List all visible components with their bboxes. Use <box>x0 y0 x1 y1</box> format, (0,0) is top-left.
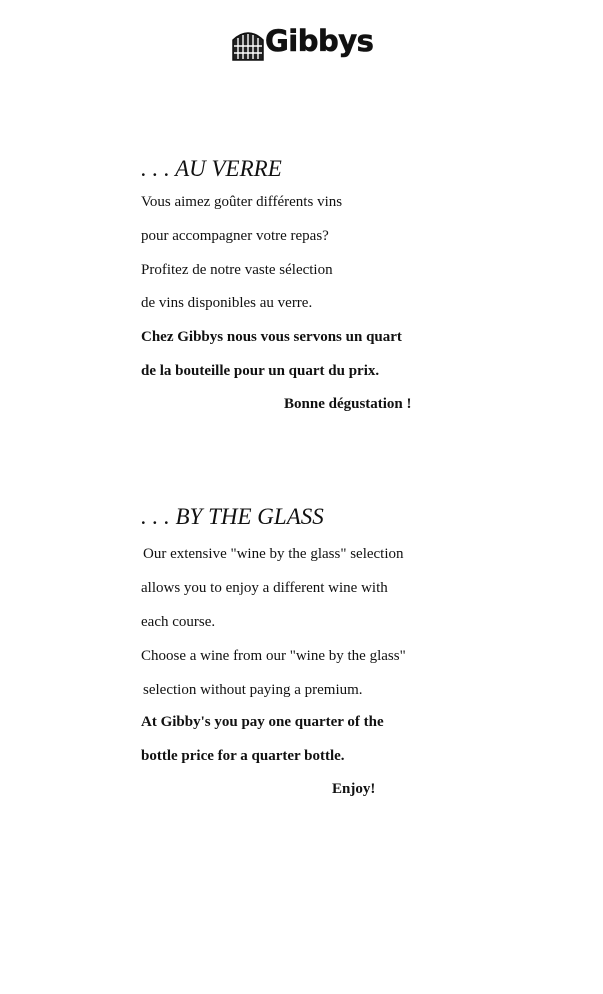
text-line-bold: Chez Gibbys nous vous servons un quart <box>141 329 402 345</box>
section-heading-au-verre: . . . AU VERRE <box>141 156 282 181</box>
section-heading-by-the-glass: . . . BY THE GLASS <box>141 504 324 529</box>
text-line: each course. <box>141 614 216 630</box>
text-line-bold: bottle price for a quarter bottle. <box>141 748 345 764</box>
text-line-bold: de la bouteille pour un quart du prix. <box>141 363 380 379</box>
text-line: de vins disponibles au verre. <box>141 295 313 311</box>
text-line: Vous aimez goûter différents vins <box>141 194 343 210</box>
text-line: allows you to enjoy a different wine with <box>141 580 388 596</box>
gate-icon <box>231 26 265 62</box>
text-line: Choose a wine from our "wine by the glass" <box>141 648 406 664</box>
text-line: Our extensive "wine by the glass" selection <box>143 546 404 562</box>
text-line-bold: At Gibby's you pay one quarter of the <box>141 714 384 730</box>
gibbys-logo <box>231 24 374 64</box>
text-line: pour accompagner votre repas? <box>141 228 329 244</box>
closing-line: Bonne dégustation ! <box>284 396 412 412</box>
logo-wordmark: Gibbys <box>265 24 374 58</box>
text-line: Profitez de notre vaste sélection <box>141 262 333 278</box>
text-line: selection without paying a premium. <box>143 682 363 698</box>
closing-line: Enjoy! <box>332 781 376 797</box>
